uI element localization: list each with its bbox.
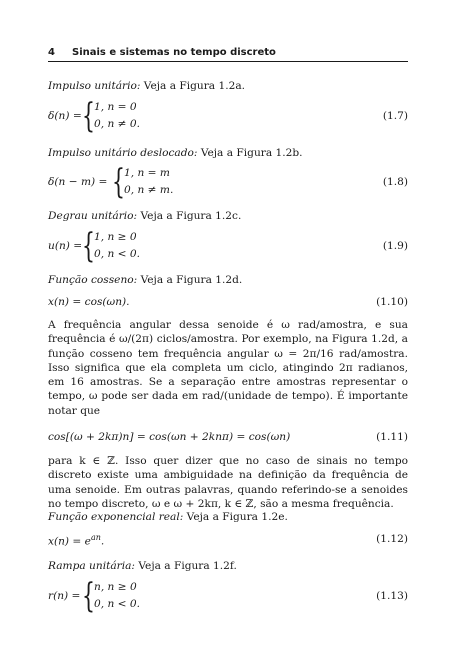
equation-number: (1.8) [382, 176, 408, 188]
equation-number: (1.13) [376, 590, 408, 602]
equation-1-12: $x(n) = e^{an}$. (1.12) [48, 533, 408, 548]
frequency-paragraph: A frequência angular dessa senoide é ω rad/amostra, e sua frequência é ω/(2π) ciclos/amostra. Por exemplo, na Figura 1.2d, a função cosseno tem frequência angular ω = 2π/16 rad/amostra. Isso significa que ela completa um ciclo, atingindo 2π radianos, em 16 amostras. Se a separação entre amostras representar o tempo, ω pode ser dada em rad/(unidade de tempo). É importante notar que [48, 319, 408, 417]
degrau-heading: Degrau unitário: Veja a Figura 1.2c. [48, 210, 242, 222]
equation-number: (1.9) [382, 240, 408, 252]
equation-number: (1.7) [382, 110, 408, 122]
equation-1-10: x(n) = cos(ωn). (1.10) [48, 296, 408, 308]
ambiguity-paragraph: para k ∈ ℤ. Isso quer dizer que no caso de sinais no tempo discreto existe uma ambiguidade na definição da frequência de uma senoide. Em outras palavras, quando referindo-se a senoides no tempo discreto, ω e ω + 2kπ, k ∈ ℤ, são a mesma frequência. [48, 455, 408, 510]
equation-number: (1.11) [376, 431, 408, 443]
page-number: 4 [48, 47, 55, 58]
rampa-heading: Rampa unitária: Veja a Figura 1.2f. [48, 560, 237, 572]
impulso-deslocado-heading: Impulso unitário deslocado: Veja a Figura 1.2b. [48, 147, 303, 159]
impulso-heading: Impulso unitário: Veja a Figura 1.2a. [48, 80, 246, 92]
equation-1-8: δ(n − m) = { 1, n = m 0, n ≠ m. (1.8) [48, 162, 408, 202]
equation-1-9: u(n) = { 1, n ≥ 0 0, n < 0. (1.9) [48, 226, 408, 266]
left-brace: { [82, 226, 95, 266]
equation-1-11: cos[(ω + 2kπ)n] = cos(ωn + 2knπ) = cos(ωn) (1.11) [48, 431, 408, 443]
exponencial-heading: Função exponencial real: Veja a Figura 1.2e. [48, 511, 288, 523]
equation-number: (1.12) [376, 533, 408, 545]
chapter-title: Sinais e sistemas no tempo discreto [72, 47, 276, 58]
left-brace: { [82, 576, 95, 616]
cosseno-heading: Função cosseno: Veja a Figura 1.2d. [48, 274, 243, 286]
equation-1-7: δ(n) = { 1, n = 0 0, n ≠ 0. (1.7) [48, 96, 408, 136]
equation-1-13: r(n) = { n, n ≥ 0 0, n < 0. (1.13) [48, 576, 408, 616]
running-header [48, 44, 408, 62]
equation-number: (1.10) [376, 296, 408, 308]
header-rule [48, 61, 408, 62]
left-brace: { [82, 96, 95, 136]
left-brace: { [112, 162, 125, 202]
